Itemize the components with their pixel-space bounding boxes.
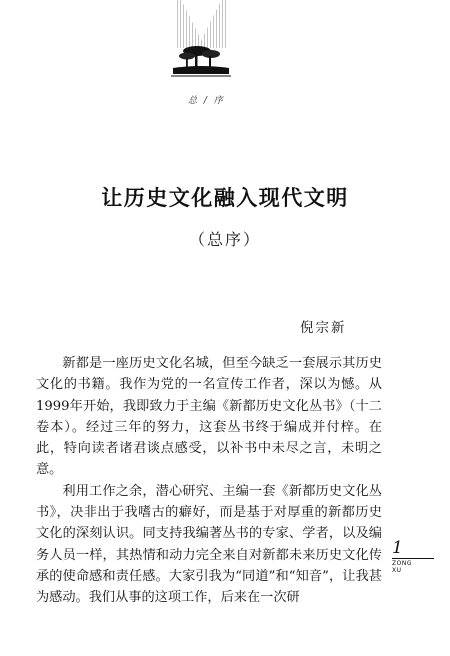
paragraph: 利用工作之余，潜心研究、主编一套《新都历史文化丛书》，决非出于我嗜古的癖好，而是基于对厚重的新都历史文化的深刻认识。同支持我编著丛书的专家、学者，以及编务人员一样，其热情和动力完全来自对新都未来历史文化传承的使命感和责任感。大家引我为“同道”和“知音”，让我甚为感动。我们从事的这项工作，后来在一次研 [36,483,382,606]
page-subtitle: （总序） [188,230,261,249]
author-name: 倪宗新 [300,320,347,336]
tree-emblem-icon [171,0,231,80]
page-title: 让历史文化融入现代文明 [101,186,349,210]
page-number-rule [392,558,434,559]
body-text [36,353,382,609]
page-number: 1 [392,538,403,558]
page-number-tab [392,540,442,574]
page-code-line: ZONG [392,560,412,567]
page-code-line: XU [392,567,402,574]
header-section-mark: 总 / 序 [188,96,225,106]
paragraph: 新都是一座历史文化名城，但至今缺乏一套展示其历史文化的书籍。我作为党的一名宣传工作者，深以为憾。从1999年开始，我即致力于主编《新都历史文化丛书》（十二卷本）。经过三年的努力，这套丛书终于编成并付梓。在此，特向读者诸君谈点感受，以补书中未尽之言，未明之意。 [36,356,382,478]
